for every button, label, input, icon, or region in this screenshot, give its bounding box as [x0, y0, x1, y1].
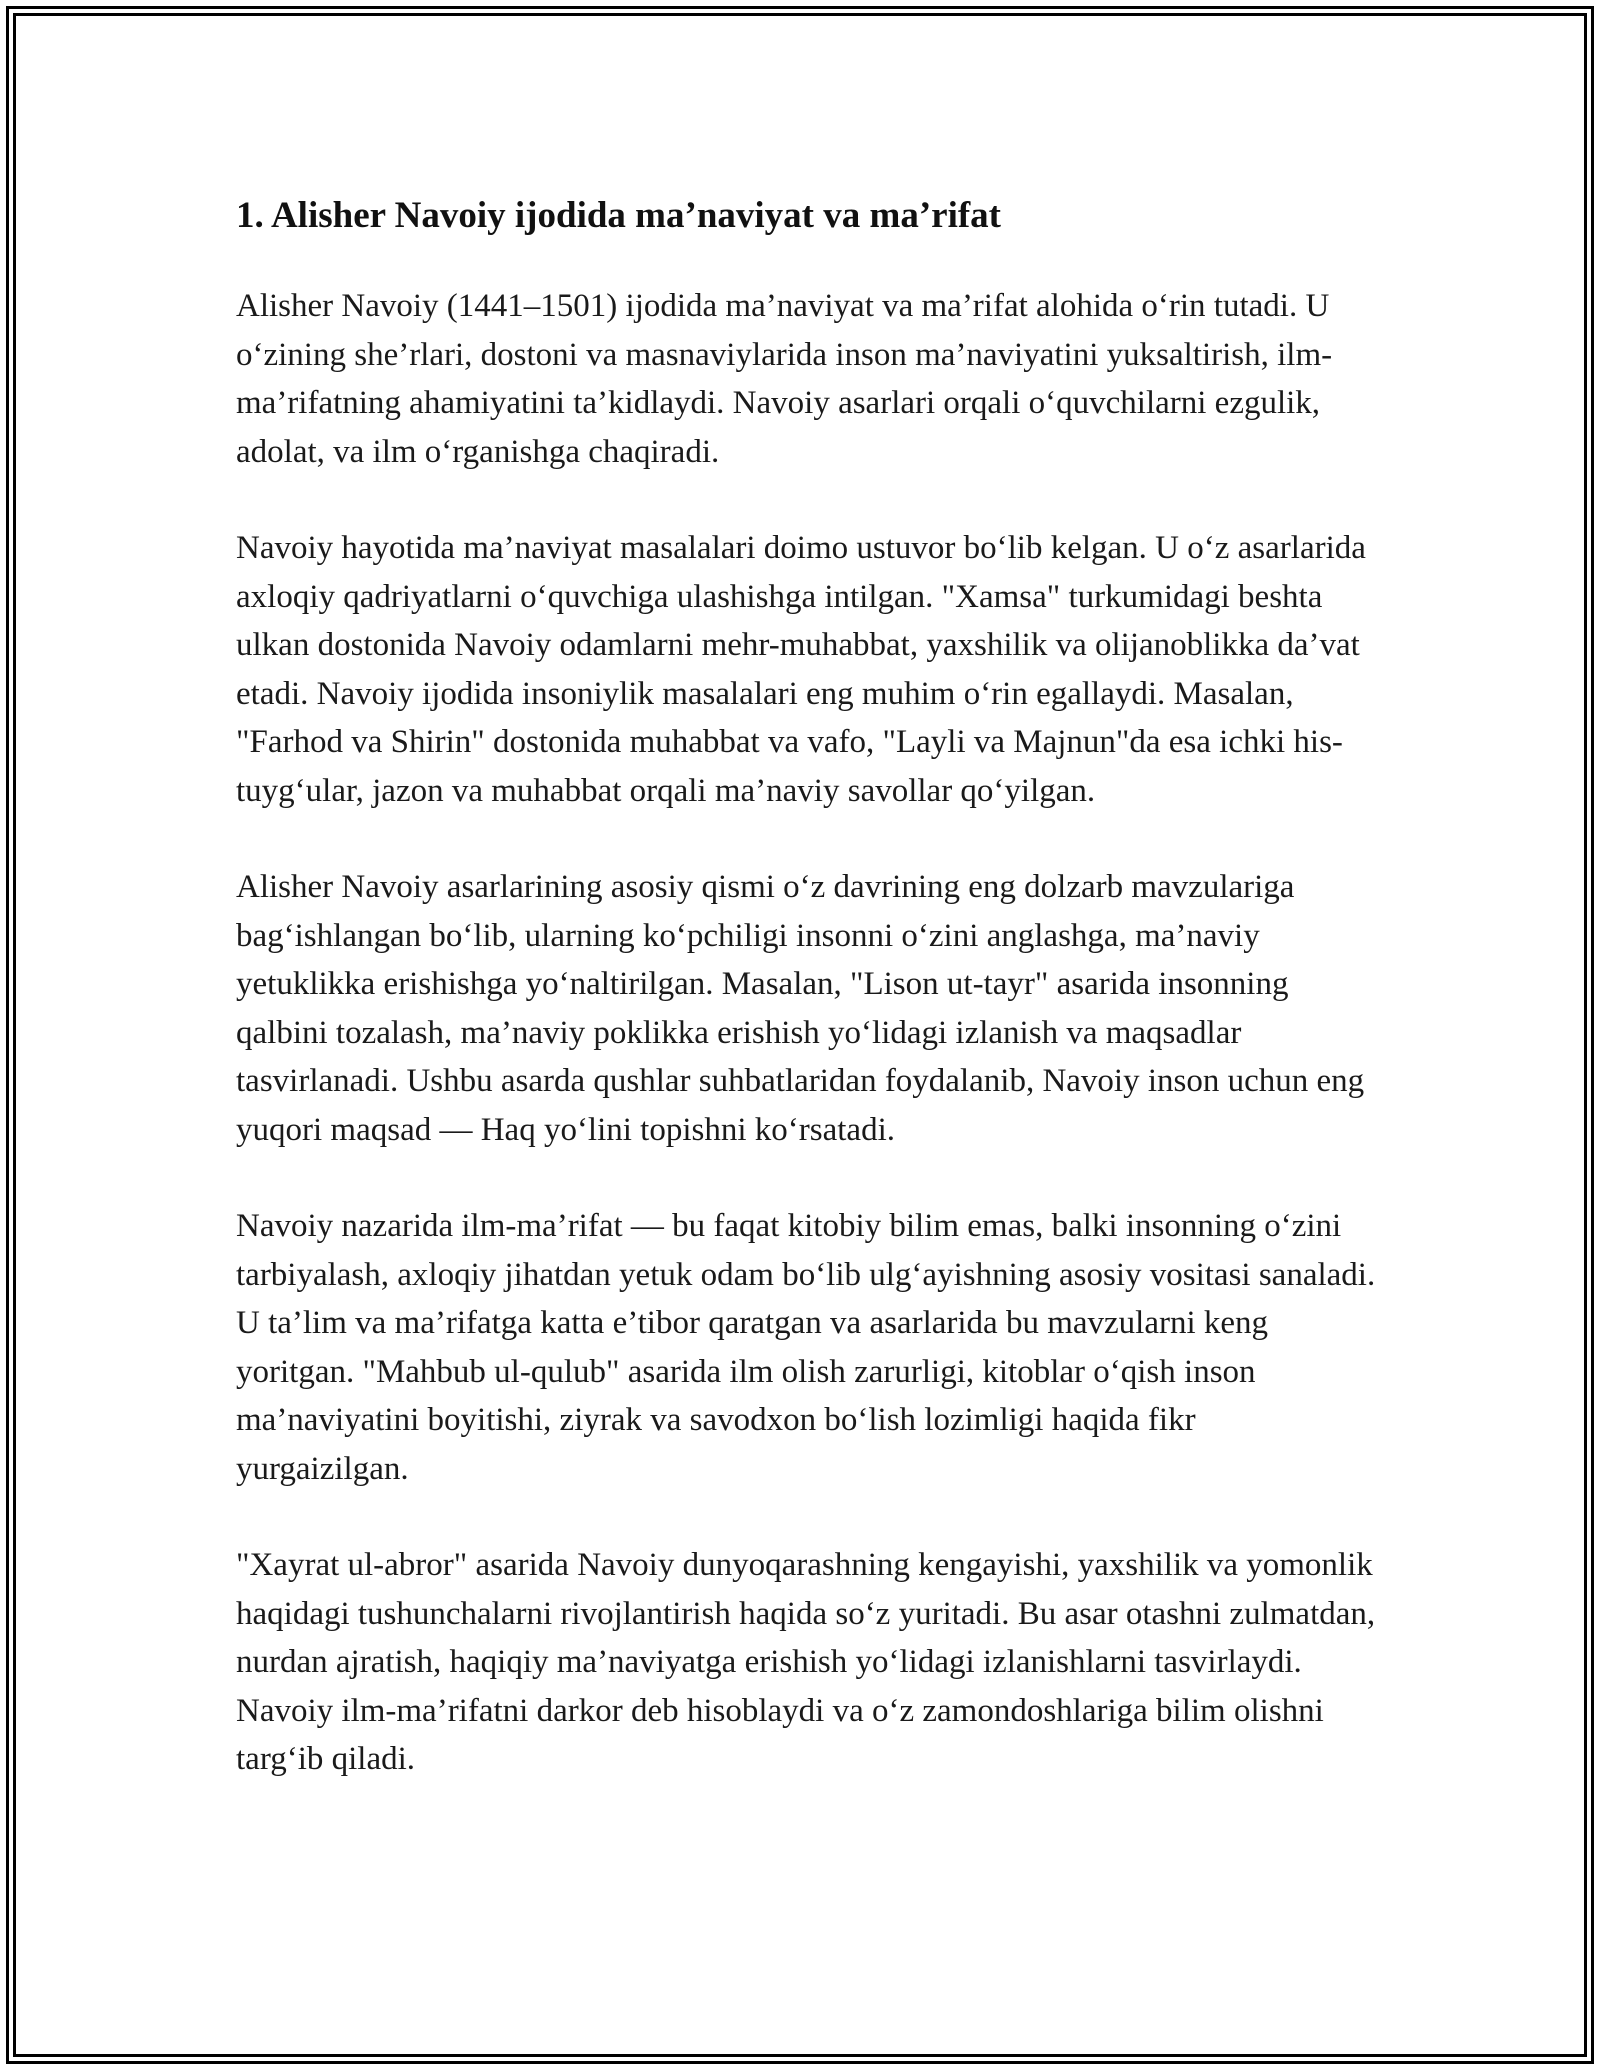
section-heading: 1. Alisher Navoiy ijodida ma’naviyat va ma’rifat	[236, 195, 1001, 236]
paragraph-3: Alisher Navoiy asarlarining asosiy qismi o‘z davrining eng dolzarb mavzulariga bag‘ishlangan bo‘lib, ularning ko‘pchiligi insonni o‘zini anglashga, ma’naviy yetuklikka erishishga yo‘naltirilgan. Masalan, "Lison ut-tayr" asarida insonning qalbini tozalash, ma’naviy poklikka erishish yo‘lidagi izlanish va maqsadlar tasvirlanadi. Ushbu asarda qushlar suhbatlaridan foydalanib, Navoiy inson uchun eng yuqori maqsad — Haq yo‘lini topishni ko‘rsatadi.	[236, 869, 1365, 1148]
paragraph-1: Alisher Navoiy (1441–1501) ijodida ma’naviyat va ma’rifat alohida o‘rin tutadi. U o‘zining she’rlari, dostoni va masnaviylarida inson ma’naviyatini yuksaltirish, ilm-ma’rifatning ahamiyatini ta’kidlaydi. Navoiy asarlari orqali o‘quvchilarni ezgulik, adolat, va ilm o‘rganishga chaqiradi.	[236, 288, 1333, 470]
paragraph-2: Navoiy hayotida ma’naviyat masalalari doimo ustuvor bo‘lib kelgan. U o‘z asarlarida axloqiy qadriyatlarni o‘quvchiga ulashishga intilgan. "Xamsa" turkumidagi beshta ulkan dostonida Navoiy odamlarni mehr-muhabbat, yaxshilik va olijanoblikka da’vat etadi. Navoiy ijodida insoniylik masalalari eng muhim o‘rin egallaydi. Masalan, "Farhod va Shirin" dostonida muhabbat va vafo, "Layli va Majnun"da esa ichki his-tuyg‘ular, jazon va muhabbat orqali ma’naviy savollar qo‘yilgan.	[236, 530, 1366, 809]
document-body	[236, 186, 1376, 1784]
paragraph-5: "Xayrat ul-abror" asarida Navoiy dunyoqarashning kengayishi, yaxshilik va yomonlik haqidagi tushunchalarni rivojlantirish haqida so‘z yuritadi. Bu asar otashni zulmatdan, nurdan ajratish, haqiqiy ma’naviyatga erishish yo‘lidagi izlanishlarni tasvirlaydi. Navoiy ilm-ma’rifatni darkor deb hisoblaydi va o‘z zamondoshlariga bilim olishni targ‘ib qiladi.	[236, 1547, 1376, 1777]
paragraph-4: Navoiy nazarida ilm-ma’rifat — bu faqat kitobiy bilim emas, balki insonning o‘zini tarbiyalash, axloqiy jihatdan yetuk odam bo‘lib ulg‘ayishning asosiy vositasi sanaladi. U ta’lim va ma’rifatga katta e’tibor qaratgan va asarlarida bu mavzularni keng yoritgan. "Mahbub ul-qulub" asarida ilm olish zarurligi, kitoblar o‘qish inson ma’naviyatini boyitishi, ziyrak va savodxon bo‘lish lozimligi haqida fikr yurgaizilgan.	[236, 1208, 1376, 1487]
